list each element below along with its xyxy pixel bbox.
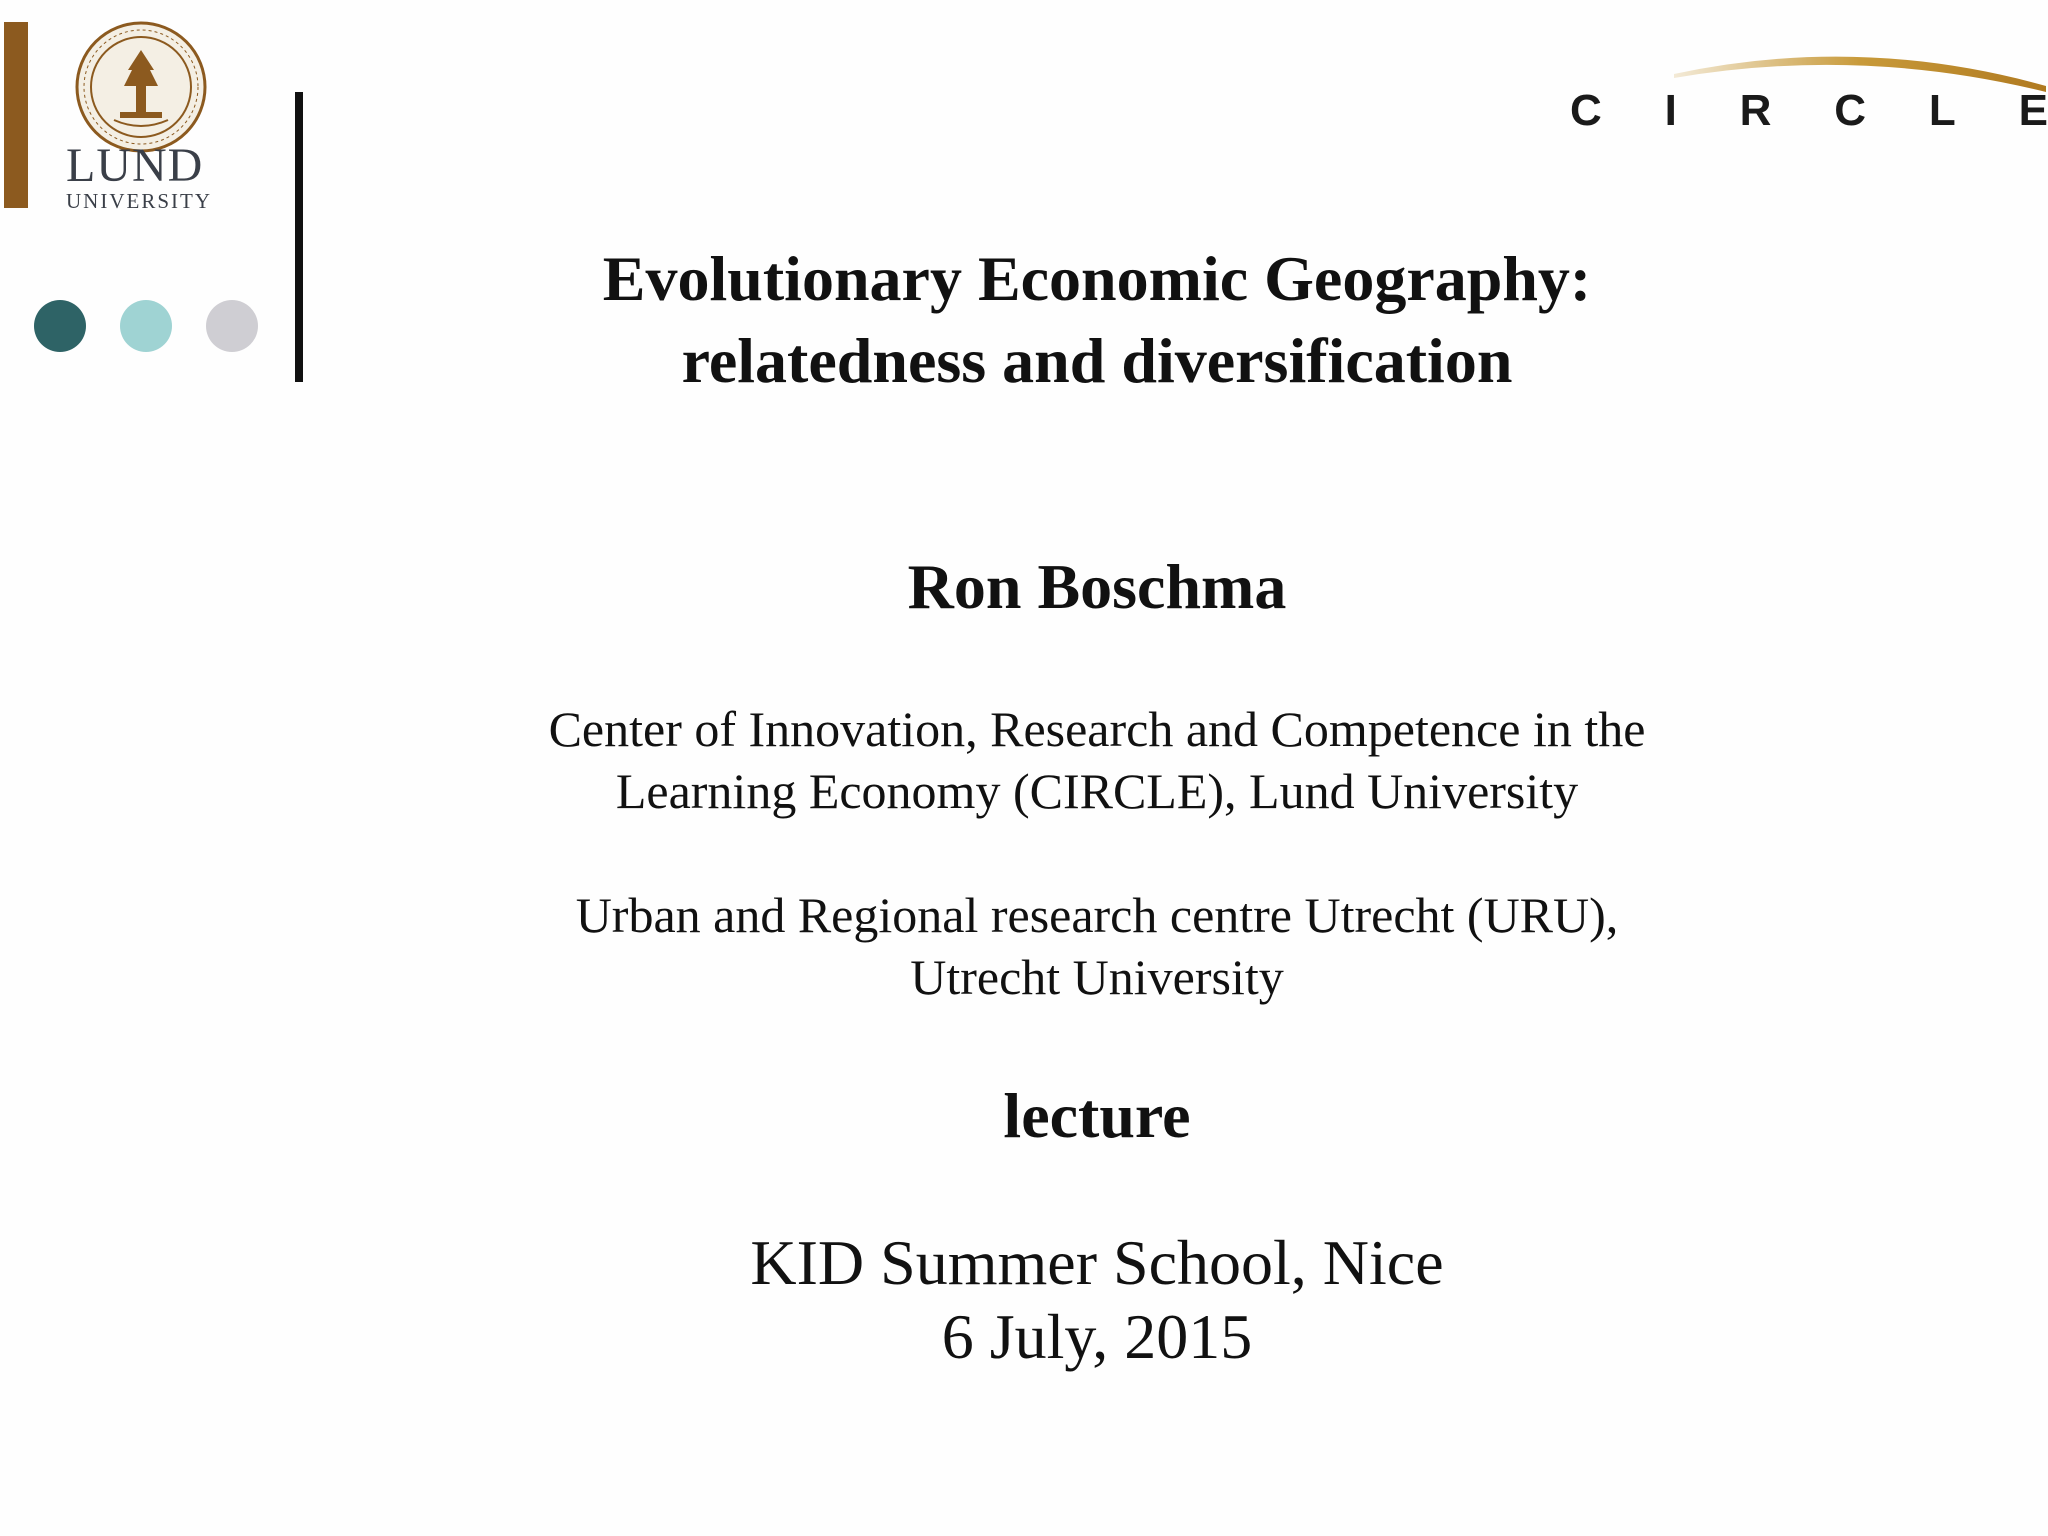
lund-wordmark [66,139,226,213]
affiliation-line: Urban and Regional research centre Utrecht (URU), [575,887,1619,943]
circle-letter: I [1664,86,1677,135]
circle-letter: C [1570,86,1602,135]
circle-letter: E [2018,86,2048,135]
affiliation-line: Center of Innovation, Research and Competence in the [548,701,1646,757]
circle-logo-wordmark [1570,86,2048,136]
affiliation-circle [400,698,1794,822]
author-name: Ron Boschma [907,551,1287,622]
event-date: 6 July, 2015 [941,1301,1253,1372]
circle-letter: C [1834,86,1867,135]
lund-brand-bar [4,22,28,208]
decorative-dot-teal [34,300,86,352]
title-line: Evolutionary Economic Geography: [602,243,1592,314]
event-info [400,1226,1794,1374]
affiliation-uru [400,884,1794,1008]
lund-name: LUND [66,139,204,192]
lecture-label: lecture [1003,1080,1191,1151]
decorative-dot-aqua [120,300,172,352]
circle-letter: R [1739,86,1772,135]
vertical-divider [295,92,303,382]
circle-letter: L [1928,86,1956,135]
slide-title [400,238,1794,402]
university-seal-icon [74,20,208,154]
event-name: KID Summer School, Nice [750,1227,1444,1298]
decorative-dot-grey [206,300,258,352]
lund-subtitle: UNIVERSITY [66,189,212,213]
title-line: relatedness and diversification [681,325,1513,396]
affiliation-line: Utrecht University [910,949,1284,1005]
affiliation-line: Learning Economy (CIRCLE), Lund University [615,763,1579,819]
